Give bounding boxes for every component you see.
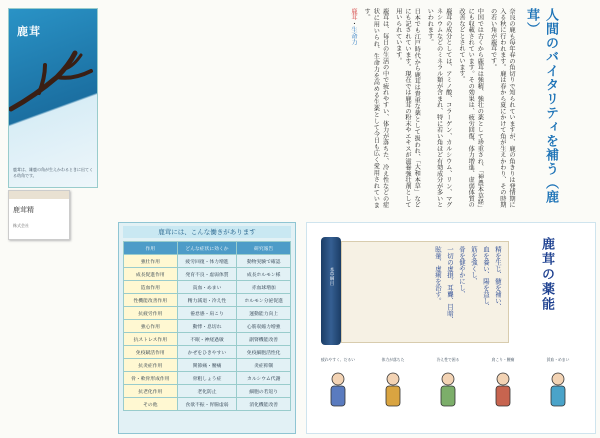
- table-cell: 赤血球増加: [237, 281, 291, 294]
- article-paragraph: 鹿茸の成分としては、アミノ酸、コラーゲン、カルシウム、リン、マグネシウムなどのミネラル類が含まれ、特に若い角ほど有効成分が多いといわれます。: [426, 8, 452, 208]
- table-cell: 不眠・神経過敏: [177, 333, 237, 346]
- efficacy-item: 骨を健やかにし、: [458, 246, 466, 298]
- table-cell: 性機能改善作用: [124, 294, 178, 307]
- photo-caption: 鹿茸は、雄鹿の角が生えかわるときに出てくる幼角です。: [13, 167, 93, 178]
- table-cell: 造血作用: [124, 281, 178, 294]
- table-cell: 運動能力向上: [237, 307, 291, 320]
- effects-table-title: 鹿茸には、こんな働きがあります: [123, 226, 291, 238]
- table-row: [124, 255, 291, 268]
- article-paragraph: 中国では古くから鹿茸は強精、強壮の薬として珍重され、「神農本草経」にも収載されています。その効果は、疲労回復、体力増進、虚弱体質の改善などとされています。: [457, 8, 484, 208]
- table-cell: 細胞の若返り: [237, 385, 291, 398]
- symptom-illustration: [478, 357, 528, 427]
- table-cell: 心筋収縮力増強: [237, 320, 291, 333]
- table-cell: 免疫細胞活性化: [237, 346, 291, 359]
- article-headline: [522, 8, 594, 208]
- table-cell: 抗炎症作用: [124, 359, 178, 372]
- table-cell: 成長ホルモン様: [237, 268, 291, 281]
- table-cell: カルシウム代謝: [237, 372, 291, 385]
- efficacy-item: 精を生じ、髄を補い、: [494, 246, 502, 310]
- person-icon: [325, 371, 351, 415]
- highlight-blue: 生命力: [349, 26, 357, 46]
- table-cell: その他: [124, 398, 178, 411]
- table-cell: 食欲不振・胃腸虚弱: [177, 398, 237, 411]
- table-cell: 精力減退・冷え性: [177, 294, 237, 307]
- antler-icon: [9, 49, 97, 119]
- product-box-lid: [9, 191, 69, 199]
- scroll-paper: [341, 241, 509, 343]
- table-cell: 老化防止: [177, 385, 237, 398]
- table-cell: 副腎機能改善: [237, 333, 291, 346]
- illustration-caption: 体力が落ちた: [381, 357, 405, 362]
- table-header-cell: どんな症状に効くか: [177, 242, 237, 255]
- illustration-caption: 冷え性で困る: [436, 357, 460, 362]
- table-cell: 抗疲労作用: [124, 307, 178, 320]
- person-icon: [490, 371, 516, 415]
- illustration-caption: 肩こり・腰痛: [491, 357, 515, 362]
- table-row: [124, 372, 291, 385]
- table-cell: 関節痛・腰痛: [177, 359, 237, 372]
- table-header-cell: 研究報告: [237, 242, 291, 255]
- article-paragraph: 奈良の鹿も毎年春の角切りで知られていますが、鹿の角きりは発情期に入る秋に行われます。鹿は春から夏にかけて角が生えかわり、その時期の若い角が鹿茸です。: [489, 8, 515, 208]
- illustration-caption: 貧血・めまい: [546, 357, 570, 362]
- table-row: [124, 294, 291, 307]
- efficacy-panel: [306, 222, 596, 434]
- table-cell: 消化機能改善: [237, 398, 291, 411]
- product-maker: 株式会社: [13, 223, 29, 228]
- hanging-scroll: [317, 231, 513, 351]
- table-cell: 骨・軟骨形成作用: [124, 372, 178, 385]
- table-cell: 免疫賦活作用: [124, 346, 178, 359]
- efficacy-list: [346, 246, 504, 338]
- efficacy-title: [537, 237, 587, 347]
- table-cell: かぜをひきやすい: [177, 346, 237, 359]
- symptom-illustration: [313, 357, 363, 427]
- table-row: [124, 320, 291, 333]
- scroll-rod-label: 本草綱目: [329, 267, 334, 286]
- symptom-illustration: [423, 357, 473, 427]
- person-icon: [435, 371, 461, 415]
- table-cell: 抗老化作用: [124, 385, 178, 398]
- table-cell: ホルモン分泌促進: [237, 294, 291, 307]
- scroll-rod: [321, 237, 341, 345]
- efficacy-title-text: 鹿茸の薬能: [539, 237, 554, 312]
- table-row: [124, 281, 291, 294]
- table-cell: 強心作用: [124, 320, 178, 333]
- photo-title: 鹿茸: [17, 25, 41, 38]
- symptom-illustrations: [313, 357, 589, 429]
- efficacy-item: 筋を強くし、: [470, 246, 478, 285]
- efficacy-item: 一切の虚損、耳聾、目暗、: [446, 246, 454, 323]
- table-header-row: [124, 242, 291, 255]
- table-cell: 動物実験で確認: [237, 255, 291, 268]
- article-paragraph: 鹿茸は、毎日の生活の中で疲れやすい、体力が落ちた、冷え性などの症状に用いられ、生命力を高める生薬として今日も広く愛用されています。: [363, 8, 389, 208]
- person-icon: [380, 371, 406, 415]
- person-icon: [545, 371, 571, 415]
- symptom-illustration: [533, 357, 583, 427]
- highlight-red: 鹿茸: [349, 8, 357, 21]
- table-cell: 動悸・息切れ: [177, 320, 237, 333]
- table-row: [124, 385, 291, 398]
- efficacy-item: 眩暈、虚痢を治す。: [434, 246, 442, 304]
- table-cell: 炎症抑制: [237, 359, 291, 372]
- table-row: [124, 398, 291, 411]
- table-cell: 貧血・めまい: [177, 281, 237, 294]
- article-paragraph: 日本でも江戸時代から鹿茸は貴重な薬として扱われ、「大和本草」などにも記されています。現在では鹿茸の粉末やエキスが滋養強壮剤として用いられています。: [394, 8, 421, 208]
- table-cell: 骨粗しょう症: [177, 372, 237, 385]
- headline-text: 人間のバイタリティを補う（鹿茸）: [524, 8, 558, 204]
- deer-antler-photo-card: [8, 8, 98, 188]
- table-cell: 抗ストレス作用: [124, 333, 178, 346]
- table-cell: 強壮作用: [124, 255, 178, 268]
- table-header-cell: 作用: [124, 242, 178, 255]
- table-row: [124, 268, 291, 281]
- article-body: 奈良の鹿も毎年春の角切りで知られていますが、鹿の角きりは発情期に入る秋に行われます。鹿は春から夏にかけて角が生えかわり、その時期の若い角が鹿茸です。 中国では古くから鹿茸は強精、強壮の薬として珍重され、「神農本草経」にも収載されています。その効果は、疲労回復、体力増進、虚弱体質の改善などとされています。 鹿茸の成分としては、アミノ酸、コラーゲン、カルシウム、リン、マグネシウムなどのミネラル類が含まれ、特に若い角ほど有効成分が多いといわれます。 日本でも江戸時代から鹿茸は貴重な薬として扱われ、「大和本草」などにも記されています。現在では鹿茸の粉末やエキスが滋養強壮剤として用いられています。 鹿茸は、毎日の生活の中で疲れやすい、体力が落ちた、冷え性などの症状に用いられ、生命力を高める生薬として今日も広く愛用されています。 鹿茸・生命力: [349, 8, 515, 208]
- product-box-image: [8, 190, 70, 240]
- table-cell: 発育不良・虚弱体質: [177, 268, 237, 281]
- effects-table-panel: [118, 222, 296, 434]
- symptom-illustration: [368, 357, 418, 427]
- table-row: [124, 359, 291, 372]
- efficacy-item: 血を養い、陽を益し、: [482, 246, 490, 310]
- table-row: [124, 333, 291, 346]
- effects-table: [123, 241, 291, 411]
- table-cell: 成長促進作用: [124, 268, 178, 281]
- table-cell: 疲労回復・体力増進: [177, 255, 237, 268]
- table-row: [124, 307, 291, 320]
- product-name: 鹿茸精: [13, 206, 34, 214]
- table-row: [124, 346, 291, 359]
- table-cell: 倦怠感・肩こり: [177, 307, 237, 320]
- illustration-caption: 疲れやすく、だるい: [320, 357, 356, 362]
